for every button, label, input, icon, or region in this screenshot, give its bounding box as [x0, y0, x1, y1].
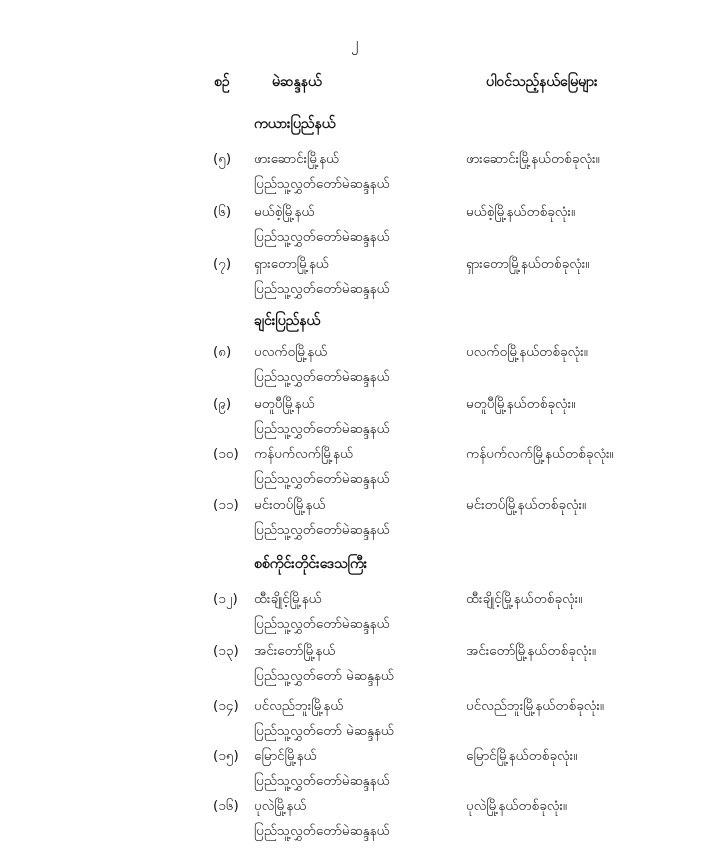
entry-township: မတူပီမြို့နယ်: [254, 396, 315, 412]
entry-number: (၈): [213, 344, 232, 360]
entry-content: ရှားတောမြို့နယ်တစ်ခုလုံး။: [466, 256, 590, 272]
entry-number: (၁၀): [213, 446, 239, 462]
entry-constituency: ပြည်သူ့လွှတ်တော်မဲဆန္ဒနယ်: [254, 823, 390, 839]
entry-content: ပင်လည်ဘူးမြို့နယ်တစ်ခုလုံး။: [466, 698, 604, 714]
header-content: ပါဝင်သည့်နယ်မြေများ: [486, 74, 598, 90]
entry-township: ပုလဲမြို့နယ်: [254, 798, 307, 814]
entry-constituency: ပြည်သူ့လွှတ်တော်မဲဆန္ဒနယ်: [254, 616, 390, 632]
section-heading-sagaing: စစ်ကိုင်းတိုင်းဒေသကြီး: [254, 556, 368, 572]
entry-township: ရှားတောမြို့နယ်: [254, 256, 329, 272]
entry-number: (၅): [213, 151, 232, 167]
entry-content: မတူပီမြို့နယ်တစ်ခုလုံး။: [466, 396, 576, 412]
entry-content: ပလက်ဝမြို့နယ်တစ်ခုလုံး။: [466, 344, 588, 360]
section-heading-kayah: ကယားပြည်နယ်: [254, 116, 336, 132]
entry-content: မြောင်မြို့နယ်တစ်ခုလုံး။: [466, 748, 578, 764]
entry-constituency: ပြည်သူ့လွှတ်တော်မဲဆန္ဒနယ်: [254, 369, 390, 385]
table-row: [0, 496, 709, 546]
entry-content: ထီးချိုင့်မြို့နယ်တစ်ခုလုံး။: [466, 591, 583, 607]
entry-township: အင်းတော်မြို့နယ်: [254, 643, 336, 659]
entry-number: (၁၆): [213, 798, 239, 814]
entry-township: မြောင်မြို့နယ်: [254, 748, 317, 764]
header-constituency: မဲဆန္ဒနယ်: [272, 74, 322, 90]
table-row: [0, 797, 709, 847]
table-row: [0, 150, 709, 200]
entry-constituency: ပြည်သူ့လွှတ်တော် မဲဆန္ဒနယ်: [254, 668, 395, 684]
entry-township: ပင်လည်ဘူးမြို့နယ်: [254, 698, 344, 714]
entry-constituency: ပြည်သူ့လွှတ်တော်မဲဆန္ဒနယ်: [254, 281, 390, 297]
entry-number: (၇): [213, 256, 232, 272]
entry-number: (၉): [213, 396, 232, 412]
table-row: [0, 445, 709, 495]
entry-constituency: ပြည်သူ့လွှတ်တော်မဲဆန္ဒနယ်: [254, 522, 390, 538]
entry-township: မယ်စဲ့မြို့နယ်: [254, 204, 315, 220]
table-header: [0, 72, 709, 96]
entry-content: ဖားဆောင်းမြို့နယ်တစ်ခုလုံး။: [466, 151, 600, 167]
entry-constituency: ပြည်သူ့လွှတ်တော်မဲဆန္ဒနယ်: [254, 421, 390, 437]
entry-content: ပုလဲမြို့နယ်တစ်ခုလုံး။: [466, 798, 568, 814]
page-number: ၂: [350, 34, 359, 52]
entry-township: မင်းတပ်မြို့နယ်: [254, 497, 326, 513]
entry-number: (၁၁): [213, 497, 239, 513]
table-row: [0, 203, 709, 253]
entry-township: ဖားဆောင်းမြို့နယ်: [254, 151, 340, 167]
section-heading-chin: ချင်းပြည်နယ်: [254, 313, 321, 329]
entry-constituency: ပြည်သူ့လွှတ်တော်မဲဆန္ဒနယ်: [254, 471, 390, 487]
entry-number: (၆): [213, 204, 232, 220]
entry-township: ထီးချိုင့်မြို့နယ်: [254, 591, 322, 607]
table-row: [0, 343, 709, 393]
entry-township: ကန်ပက်လက်မြို့နယ်: [254, 446, 354, 462]
table-row: [0, 255, 709, 305]
entry-number: (၁၃): [213, 643, 239, 659]
entry-content: ကန်ပက်လက်မြို့နယ်တစ်ခုလုံး။: [466, 446, 614, 462]
entry-constituency: ပြည်သူ့လွှတ်တော်မဲဆန္ဒနယ်: [254, 229, 390, 245]
table-row: [0, 590, 709, 640]
table-row: [0, 395, 709, 445]
entry-constituency: ပြည်သူ့လွှတ်တော် မဲဆန္ဒနယ်: [254, 723, 395, 739]
entry-number: (၁၅): [213, 748, 239, 764]
entry-constituency: ပြည်သူ့လွှတ်တော်မဲဆန္ဒနယ်: [254, 773, 390, 789]
entry-content: အင်းတော်မြို့နယ်တစ်ခုလုံး။: [466, 643, 596, 659]
entry-content: မင်းတပ်မြို့နယ်တစ်ခုလုံး။: [466, 497, 587, 513]
entry-township: ပလက်ဝမြို့နယ်: [254, 344, 328, 360]
table-row: [0, 697, 709, 747]
table-row: [0, 642, 709, 692]
entry-number: (၁၄): [213, 698, 239, 714]
entry-constituency: ပြည်သူ့လွှတ်တော်မဲဆန္ဒနယ်: [254, 176, 390, 192]
table-row: [0, 747, 709, 797]
entry-content: မယ်စဲ့မြို့နယ်တစ်ခုလုံး။: [466, 204, 576, 220]
entry-number: (၁၂): [213, 591, 238, 607]
header-no: စဉ်: [214, 74, 230, 90]
